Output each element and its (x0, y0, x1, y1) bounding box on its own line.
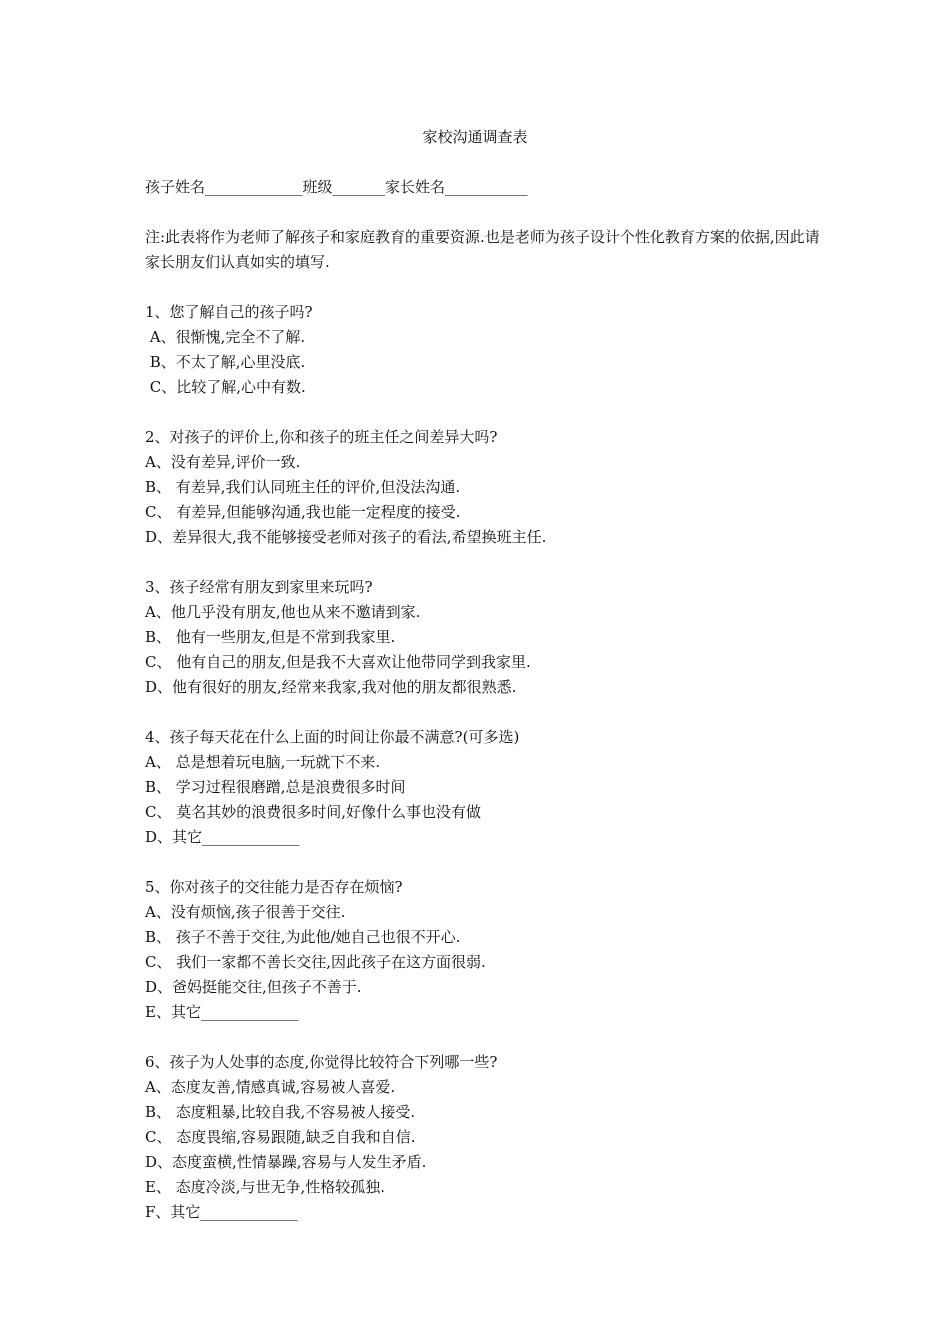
info-line: 孩子姓名_____________班级_______家长姓名___________ (145, 178, 528, 196)
note-paragraph: 注:此表将作为老师了解孩子和家庭教育的重要资源.也是老师为孩子设计个性化教育方案的依据,因此请家长朋友们认真如实的填写. (145, 228, 820, 271)
question-3: 3、孩子经常有朋友到家里来玩吗? (145, 578, 373, 596)
option-2a: A、没有差异,评价一致. (145, 453, 301, 471)
option-6e: E、 态度冷淡,与世无争,性格较孤独. (145, 1178, 386, 1196)
option-2b: B、 有差异,我们认同班主任的评价,但没法沟通. (145, 478, 461, 496)
option-5d: D、爸妈挺能交往,但孩子不善于. (145, 978, 362, 996)
option-2d: D、差异很大,我不能够接受老师对孩子的看法,希望换班主任. (145, 528, 547, 546)
option-4a: A、 总是想着玩电脑,一玩就下不来. (145, 753, 381, 771)
option-1b: B、不太了解,心里没底. (145, 353, 306, 371)
option-6a: A、态度友善,情感真诚,容易被人喜爱. (145, 1078, 396, 1096)
page-title: 家校沟通调查表 (422, 128, 528, 146)
option-4c: C、 莫名其妙的浪费很多时间,好像什么事也没有做 (145, 803, 482, 821)
option-3d: D、他有很好的朋友,经常来我家,我对他的朋友都很熟悉. (145, 678, 517, 696)
option-6c: C、 态度畏缩,容易跟随,缺乏自我和自信. (145, 1128, 416, 1146)
option-5c: C、 我们一家都不善长交往,因此孩子在这方面很弱. (145, 953, 486, 971)
option-6d: D、态度蛮横,性情暴躁,容易与人发生矛盾. (145, 1153, 427, 1171)
question-4: 4、孩子每天花在什么上面的时间让你最不满意?(可多选) (145, 728, 520, 746)
question-1: 1、您了解自己的孩子吗? (145, 303, 313, 321)
option-3a: A、他几乎没有朋友,他也从来不邀请到家. (145, 603, 421, 621)
option-3b: B、 他有一些朋友,但是不常到我家里. (145, 628, 396, 646)
option-4d: D、其它_____________ (145, 828, 300, 846)
question-2: 2、对孩子的评价上,你和孩子的班主任之间差异大吗? (145, 428, 498, 446)
option-6f: F、其它_____________ (145, 1203, 298, 1221)
option-2c: C、 有差异,但能够沟通,我也能一定程度的接受. (145, 503, 461, 521)
option-4b: B、 学习过程很磨蹭,总是浪费很多时间 (145, 778, 406, 796)
option-5b: B、 孩子不善于交往,为此他/她自己也很不开心. (145, 928, 461, 946)
question-6: 6、孩子为人处事的态度,你觉得比较符合下列哪一些? (145, 1053, 498, 1071)
question-5: 5、你对孩子的交往能力是否存在烦恼? (145, 878, 403, 896)
option-3c: C、 他有自己的朋友,但是我不大喜欢让他带同学到我家里. (145, 653, 531, 671)
option-6b: B、 态度粗暴,比较自我,不容易被人接受. (145, 1103, 416, 1121)
option-5a: A、没有烦恼,孩子很善于交往. (145, 903, 346, 921)
option-1c: C、比较了解,心中有数. (145, 378, 306, 396)
option-1a: A、很惭愧,完全不了解. (145, 328, 306, 346)
option-5e: E、其它_____________ (145, 1003, 299, 1021)
